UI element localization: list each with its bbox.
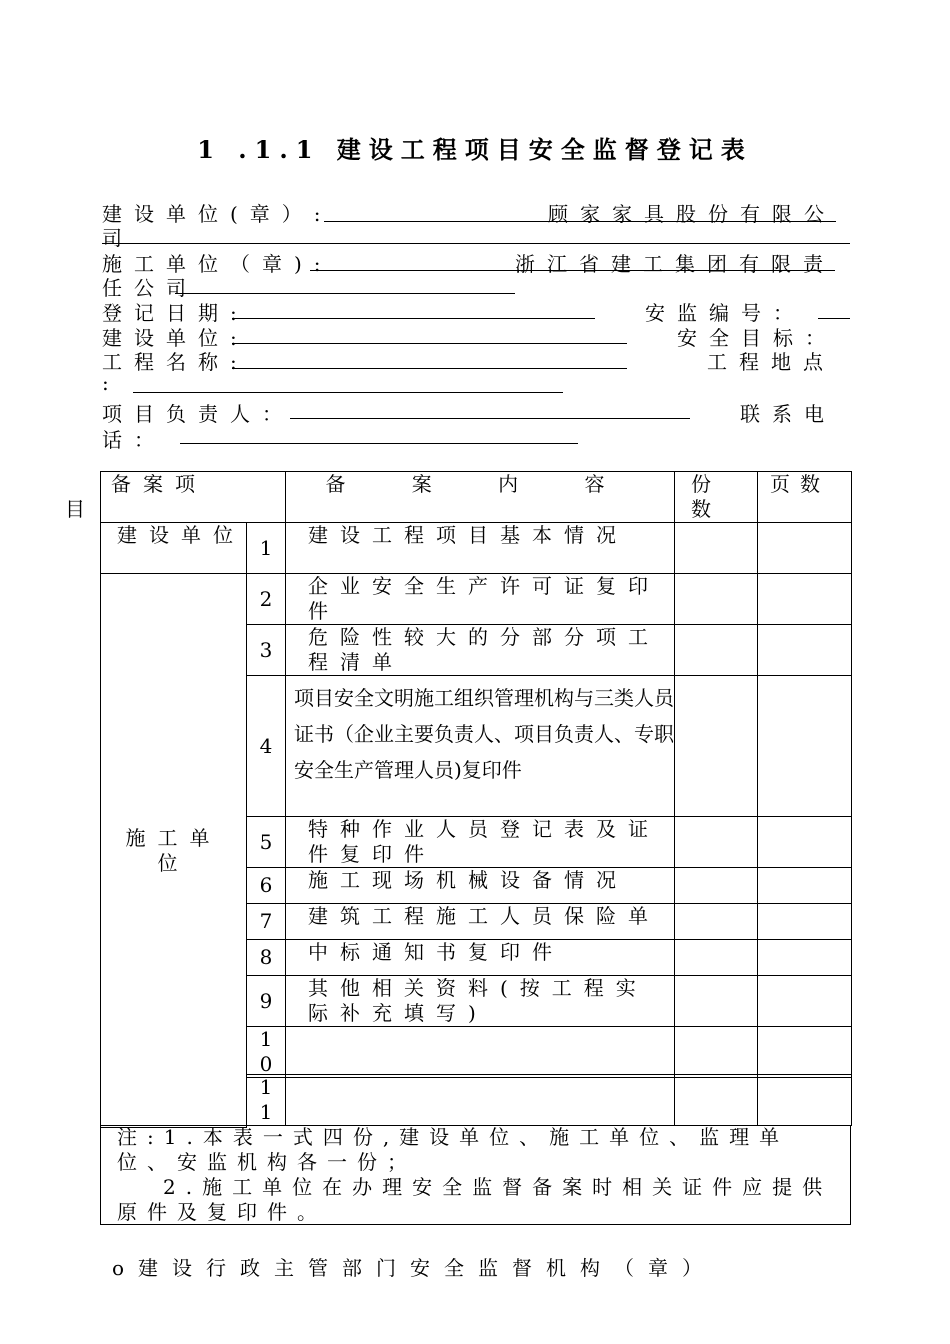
construction-unit2-label: 建设单位: [102,326,249,350]
table-note [100,1125,851,1225]
row-number: 8 [247,940,286,976]
row-number: 4 [247,676,286,817]
copies-cell[interactable] [675,976,758,1027]
note-line2: 2.施工单位在办理安全监督备案时相关证件应提供原件及复印件。 [117,1175,833,1224]
copies-cell[interactable] [675,523,758,574]
pages-cell[interactable] [758,574,852,625]
pages-cell[interactable] [758,868,852,904]
register-date-field[interactable] [232,318,595,319]
contractor-value: 浙江省建工集团有限责 [515,252,835,276]
pages-cell[interactable] [758,817,852,868]
row-content: 项目安全文明施工组织管理机构与三类人员证书（企业主要负责人、项目负责人、专职安全生产管理人员)复印件 [286,676,675,817]
row-number: 3 [247,625,286,676]
table-row [101,574,852,625]
supervision-no-label: 安监编号： [645,301,805,325]
colon-wrap: : [102,371,109,395]
header-copies-line1: 份 [691,472,711,496]
row-content[interactable] [286,1027,675,1078]
table-row [101,1075,852,1126]
contractor-wrap: 任公司 [102,276,198,300]
row-number: 6 [247,868,286,904]
header-item-line1: 备案项 [111,472,207,496]
construction-unit-value: 顾家家具股份有限公 [548,202,836,226]
registration-table [65,471,852,1128]
group-construction-unit: 建设单位 [101,523,247,574]
project-leader-label: 项目负责人： [102,402,294,426]
register-date-label: 登记日期: [102,301,249,325]
row-content: 特种作业人员登记表及证件复印件 [286,817,675,868]
construction-unit-label: 建设单位(章）: [102,202,333,226]
pages-cell[interactable] [758,976,852,1027]
copies-cell[interactable] [675,817,758,868]
pages-cell[interactable] [758,1075,852,1126]
page-title: 1 .1.1 建设工程项目安全监督登记表 [197,135,753,164]
contractor-wrap-underline [175,293,515,294]
header-item [65,472,286,523]
copies-cell[interactable] [675,940,758,976]
project-name-field[interactable] [232,368,627,369]
header-copies [675,472,758,523]
header-content: 备 案 内 容 [286,472,675,523]
copies-cell[interactable] [675,904,758,940]
row-content: 其他相关资料(按工程实际补充填写) [286,976,675,1027]
pages-cell[interactable] [758,625,852,676]
table-header-row [101,472,852,523]
note-line1: 注:1.本表一式四份,建设单位、施工单位、监理单位、安监机构各一份； [117,1125,790,1174]
project-location-field[interactable] [133,392,563,393]
supervision-no-field[interactable] [818,318,850,319]
table-row [101,523,852,574]
header-pages: 页数 [758,472,852,523]
project-location-label: 工程地点 [707,350,835,374]
pages-cell[interactable] [758,1027,852,1078]
line-separator [102,243,850,244]
safety-goal-label: 安全目标： [677,326,837,350]
pages-cell[interactable] [758,676,852,817]
project-leader-field[interactable] [290,418,690,419]
row-content: 建筑工程施工人员保险单 [286,904,675,940]
copies-cell[interactable] [675,676,758,817]
registration-table-tail [100,1074,852,1126]
project-name-label: 工程名称: [102,350,249,374]
header-item-line2: 目 [65,497,97,521]
group-contractor: 施工单位 [101,574,247,1128]
construction-unit-wrap: 司 [102,226,122,250]
row-content[interactable] [286,1075,675,1126]
header-copies-line2: 数 [691,497,711,521]
row-number: 7 [247,904,286,940]
row-number: 2 [247,574,286,625]
phone-label: 联系电 [740,402,836,426]
copies-cell[interactable] [675,1075,758,1126]
row-number: 5 [247,817,286,868]
construction-unit2-field[interactable] [232,343,627,344]
copies-cell[interactable] [675,574,758,625]
pages-cell[interactable] [758,523,852,574]
phone-field[interactable] [180,443,578,444]
contractor-label: 施工单位（章): [102,252,333,276]
phone-wrap: 话： [102,428,166,452]
copies-cell[interactable] [675,868,758,904]
row-content: 企业安全生产许可证复印件 [286,574,675,625]
copies-cell[interactable] [675,1027,758,1078]
group-contractor-continuation [101,1075,247,1126]
footer-seal-line: o建设行政主管部门安全监督机构（章） [112,1256,717,1280]
row-number: 10 [247,1027,286,1078]
row-content: 危险性较大的分部分项工程清单 [286,625,675,676]
row-content: 建设工程项目基本情况 [286,523,675,574]
row-number: 1 [247,523,286,574]
pages-cell[interactable] [758,940,852,976]
row-content: 中标通知书复印件 [286,940,675,976]
row-number: 9 [247,976,286,1027]
row-content: 施工现场机械设备情况 [286,868,675,904]
pages-cell[interactable] [758,904,852,940]
copies-cell[interactable] [675,625,758,676]
row-number: 11 [247,1075,286,1126]
